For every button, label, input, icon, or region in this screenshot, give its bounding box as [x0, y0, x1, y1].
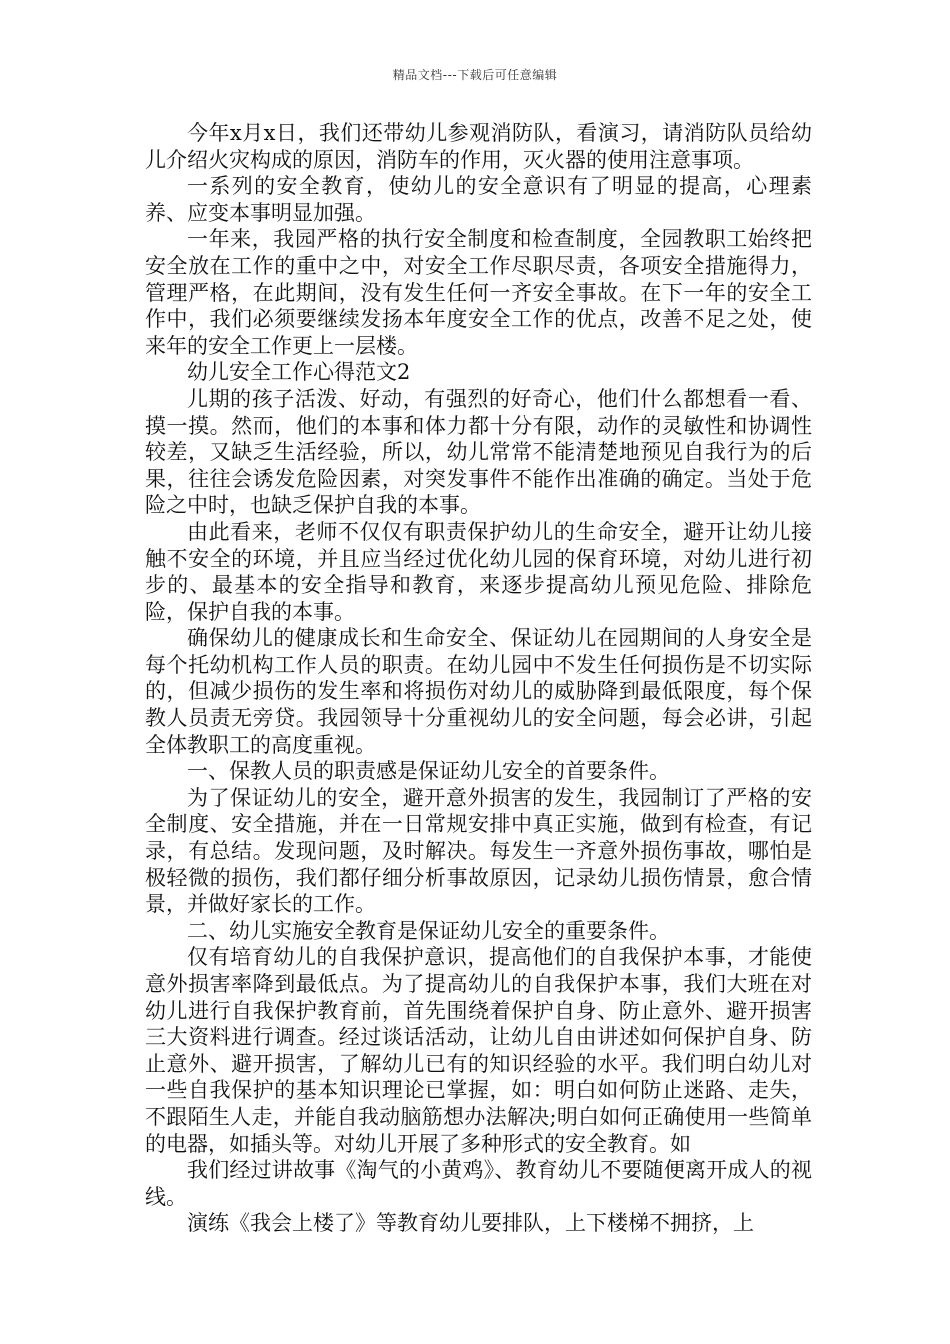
paragraph: 一年来，我园严格的执行安全制度和检查制度，全园教职工始终把安全放在工作的重中之中，对安全工作尽职尽责，各项安全措施得力，管理严格，在此期间，没有发生任何一齐安全事故。在下一年的安全工作中，我们必须要继续发扬本年度安全工作的优点，改善不足之处，使来年的安全工作更上一层楼。	[145, 227, 812, 358]
section-heading: 二、幼儿实施安全教育是保证幼儿安全的重要条件。	[187, 918, 670, 943]
paragraph: 一系列的安全教育，使幼儿的安全意识有了明显的提高，心理素养、应变本事明显加强。	[145, 174, 812, 225]
paragraph: 仅有培育幼儿的自我保护意识，提高他们的自我保护本事，才能使意外损害率降到最低点。为了提高幼儿的自我保护本事，我们大班在对幼儿进行自我保护教育前，首先围绕着保护自身、防止意外、避开损害三大资料进行调查。经过谈话活动，让幼儿自由讲述如何保护自身、防止意外、避开损害，了解幼儿已有的知识经验的水平。我们明白幼儿对一些自我保护的基本知识理论已掌握，如：明白如何防止迷路、走失，不跟陌生人走，并能自我动脑筋想办法解决;明白如何正确使用一些简单的电器，如插头等。对幼儿开展了多种形式的安全教育。如	[145, 945, 812, 1156]
section-title: 幼儿安全工作心得范文2	[187, 360, 411, 385]
paragraph: 今年x月x日，我们还带幼儿参观消防队，看演习，请消防队员给幼儿介绍火灾构成的原因，消防车的作用，灭火器的使用注意事项。	[145, 121, 812, 172]
paragraph: 演练《我会上楼了》等教育幼儿要排队，上下楼梯不拥挤，上	[187, 1211, 754, 1236]
paragraph: 由此看来，老师不仅仅有职责保护幼儿的生命安全，避开让幼儿接触不安全的环境，并且应当经过优化幼儿园的保育环境，对幼儿进行初步的、最基本的安全指导和教育，来逐步提高幼儿预见危险、排除危险，保护自我的本事。	[145, 519, 812, 624]
section-heading: 一、保教人员的职责感是保证幼儿安全的首要条件。	[187, 759, 670, 784]
paragraph: 儿期的孩子活泼、好动，有强烈的好奇心，他们什么都想看一看、摸一摸。然而，他们的本事和体力都十分有限，动作的灵敏性和协调性较差，又缺乏生活经验，所以，幼儿常常不能清楚地预见自我行为的后果，往往会诱发危险因素，对突发事件不能作出准确的确定。当处于危险之中时，也缺乏保护自我的本事。	[145, 386, 812, 518]
document-body	[145, 120, 812, 1237]
paragraph: 为了保证幼儿的安全，避开意外损害的发生，我园制订了严格的安全制度、安全措施，并在一日常规安排中真正实施，做到有检查，有记录，有总结。发现问题，及时解决。每发生一齐意外损伤事故，哪怕是极轻微的损伤，我们都仔细分析事故原因，记录幼儿损伤情景，愈合情景，并做好家长的工作。	[145, 785, 812, 917]
paragraph: 确保幼儿的健康成长和生命安全、保证幼儿在园期间的人身安全是每个托幼机构工作人员的职责。在幼儿园中不发生任何损伤是不切实际的，但减少损伤的发生率和将损伤对幼儿的威胁降到最低限度，每个保教人员责无旁贷。我园领导十分重视幼儿的安全问题，每会必讲，引起全体教职工的高度重视。	[145, 626, 812, 757]
page-header: 精品文档---下载后可任意编辑	[392, 68, 558, 82]
paragraph: 我们经过讲故事《淘气的小黄鸡》、教育幼儿不要随便离开成人的视线。	[145, 1158, 812, 1209]
